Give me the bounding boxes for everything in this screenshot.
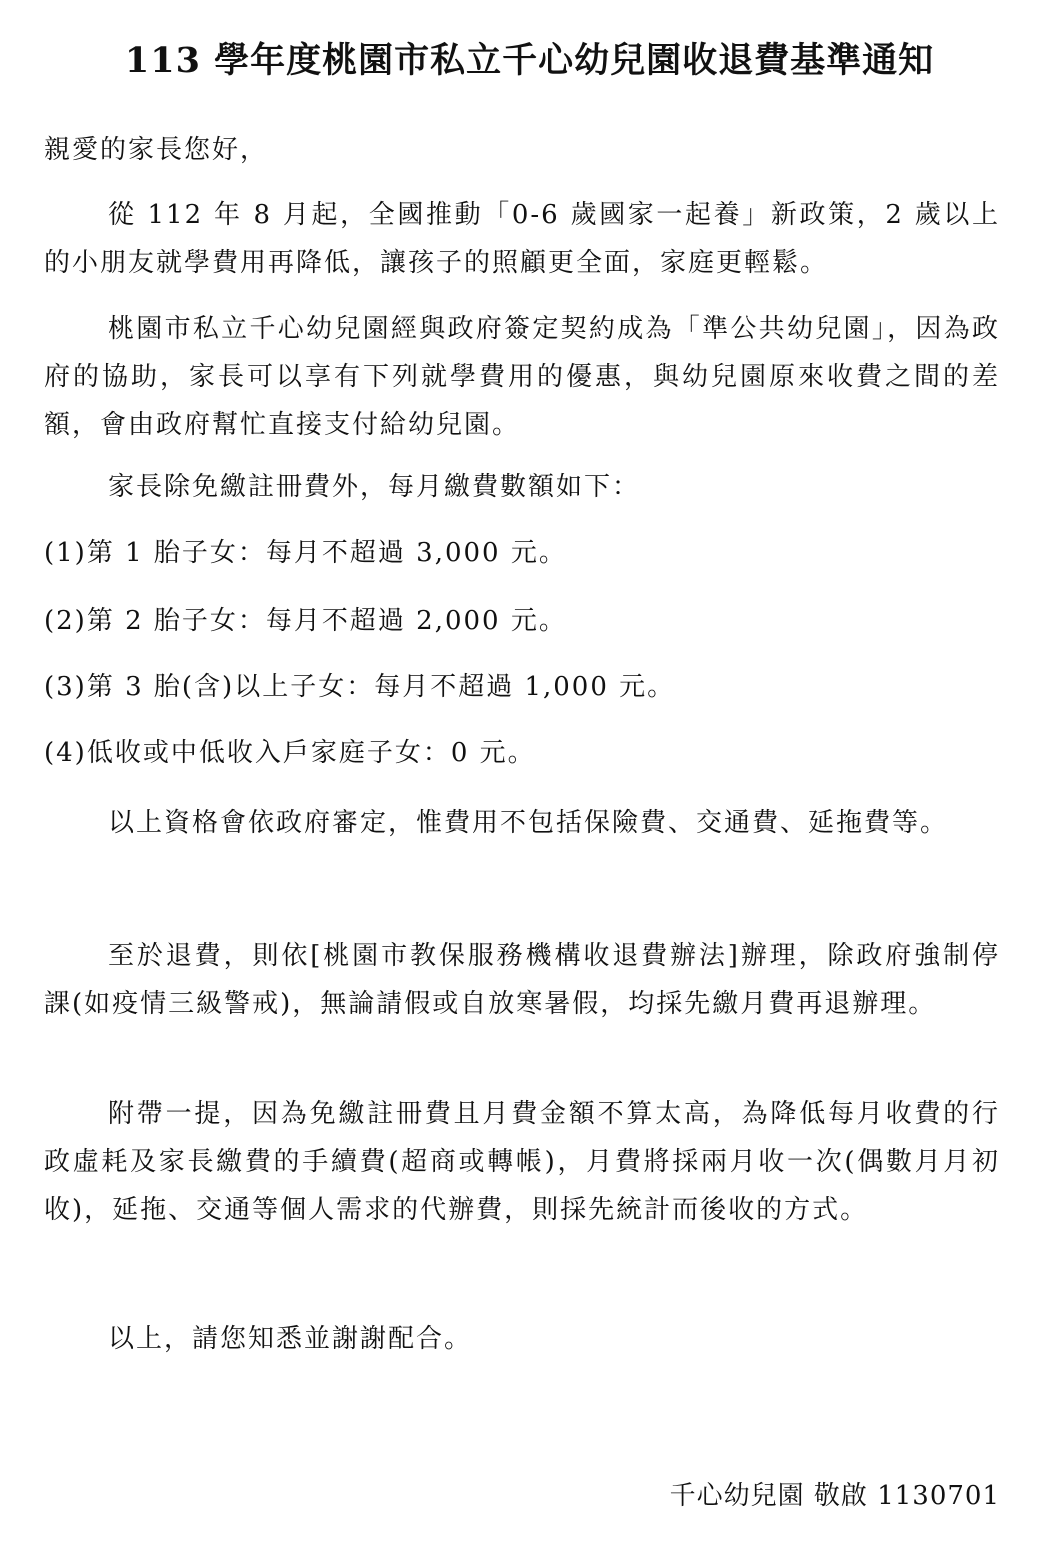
fee-item-low-income: (4)低收或中低收入戶家庭子女：0 元。: [44, 738, 536, 768]
greeting: 親愛的家長您好，: [44, 135, 269, 165]
policy-paragraph: 從 112 年 8 月起，全國推動「0-6 歲國家一起養」新政策，2 歲以上的小朋友就學費用再降低，讓孩子的照顧更全面，家庭更輕鬆。: [44, 200, 1000, 278]
collection-paragraph: 附帶一提，因為免繳註冊費且月費金額不算太高，為降低每月收費的行政虛耗及家長繳費的手續費(超商或轉帳)，月費將採兩月收一次(偶數月月初收)，延拖、交通等個人需求的代辦費，則採先統計而後收的方式。: [44, 1099, 1000, 1225]
signature: 千心幼兒園 敬啟 1130701: [669, 1481, 1000, 1511]
fee-item-second-child: (2)第 2 胎子女：每月不超過 2,000 元。: [44, 606, 567, 636]
qualification-paragraph: 以上資格會依政府審定，惟費用不包括保險費、交通費、延拖費等。: [108, 808, 949, 838]
closing-paragraph: 以上，請您知悉並謝謝配合。: [108, 1324, 473, 1354]
page-title: 113 學年度桃園市私立千心幼兒園收退費基準通知: [124, 40, 935, 81]
contract-paragraph: 桃園市私立千心幼兒園經與政府簽定契約成為「準公共幼兒園」，因為政府的協助，家長可以享有下列就學費用的優惠，與幼兒園原來收費之間的差額，會由政府幫忙直接支付給幼兒園。: [44, 314, 1000, 440]
fee-intro-paragraph: 家長除免繳註冊費外，每月繳費數額如下：: [108, 472, 641, 502]
refund-paragraph: 至於退費，則依[桃園市教保服務機構收退費辦法]辦理，除政府強制停課(如疫情三級警戒)，無論請假或自放寒暑假，均採先繳月費再退辦理。: [44, 941, 1000, 1019]
fee-item-first-child: (1)第 1 胎子女：每月不超過 3,000 元。: [44, 538, 567, 568]
fee-item-third-child: (3)第 3 胎(含)以上子女：每月不超過 1,000 元。: [44, 672, 676, 702]
